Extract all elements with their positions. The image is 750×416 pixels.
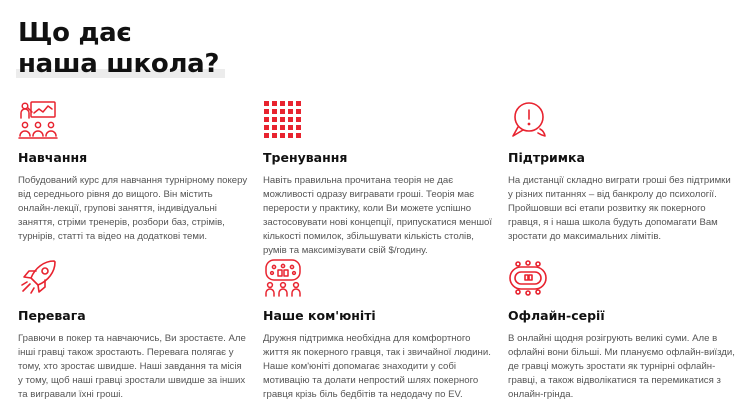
- feature-title: Офлайн-серії: [508, 308, 605, 323]
- feature-description: Побудований курс для навчання турнірному покеру від середнього рівня до вищого. Він містить онлайн-лекції, групові заняття, індивідуальні заняття, стріми тренерів, розбори баз, стрімів, турнірів, статті та відео на додаткові теми.: [18, 175, 248, 242]
- community-icon: [263, 258, 303, 298]
- feature-description: Дружня підтримка необхідна для комфортного життя як покерного гравця, так і звичайної людини. Наше ком'юніті допомагає знаходити у собі мотивацію та долати непростий шлях покерного гравця крізь біль бедбітів та недодачу по EV.: [263, 333, 491, 400]
- page-title: [18, 18, 219, 80]
- classroom-icon: [18, 100, 58, 140]
- grid-icon: [263, 100, 303, 140]
- title-line-1: Що дає: [18, 18, 132, 48]
- rocket-icon: [18, 258, 58, 298]
- feature-title: Перевага: [18, 308, 86, 323]
- poker-table-icon: [508, 258, 548, 298]
- title-line-2: наша школа?: [18, 49, 220, 79]
- feature-title: Навчання: [18, 150, 88, 165]
- feature-description: Навіть правильна прочитана теорія не дає можливості одразу вигравати гроші. Теорія має перерости у практику, коли Ви можете успішно застосовувати нові концепції, припускатися меншої кількості помилок, збільшувати кількість столів, румів та максимізувати свій $/годину.: [263, 175, 493, 256]
- feature-description: На дистанції складно виграти гроші без підтримки у різних питаннях – від банкролу до психології. Пройшовши всі етапи розвитку як покерного гравця, я і наша школа будуть допомагати Вам зростати до максимальних лімітів.: [508, 175, 731, 242]
- feature-title: Підтримка: [508, 150, 585, 165]
- feature-description: В онлайні щодня розігрують великі суми. Але в офлайні вони більші. Ми плануємо офлайн-виїзди, де гравці можуть зростати як турнірні офлайн-гравці, а також відволікатися та перемикатися з онлайн-грінда.: [508, 333, 735, 400]
- feature-title: Наше ком'юніті: [263, 308, 376, 323]
- feature-title: Тренування: [263, 150, 348, 165]
- chat-alert-icon: [508, 100, 548, 140]
- feature-description: Гравючи в покер та навчаючись, Ви зростаєте. Але інші гравці також зростають. Перевага полягає у тому, хто зростає швидше. Наші завдання та місія у тому, щоб наші гравці зростали швидше за інших та вигравали їхні гроші.: [18, 333, 246, 400]
